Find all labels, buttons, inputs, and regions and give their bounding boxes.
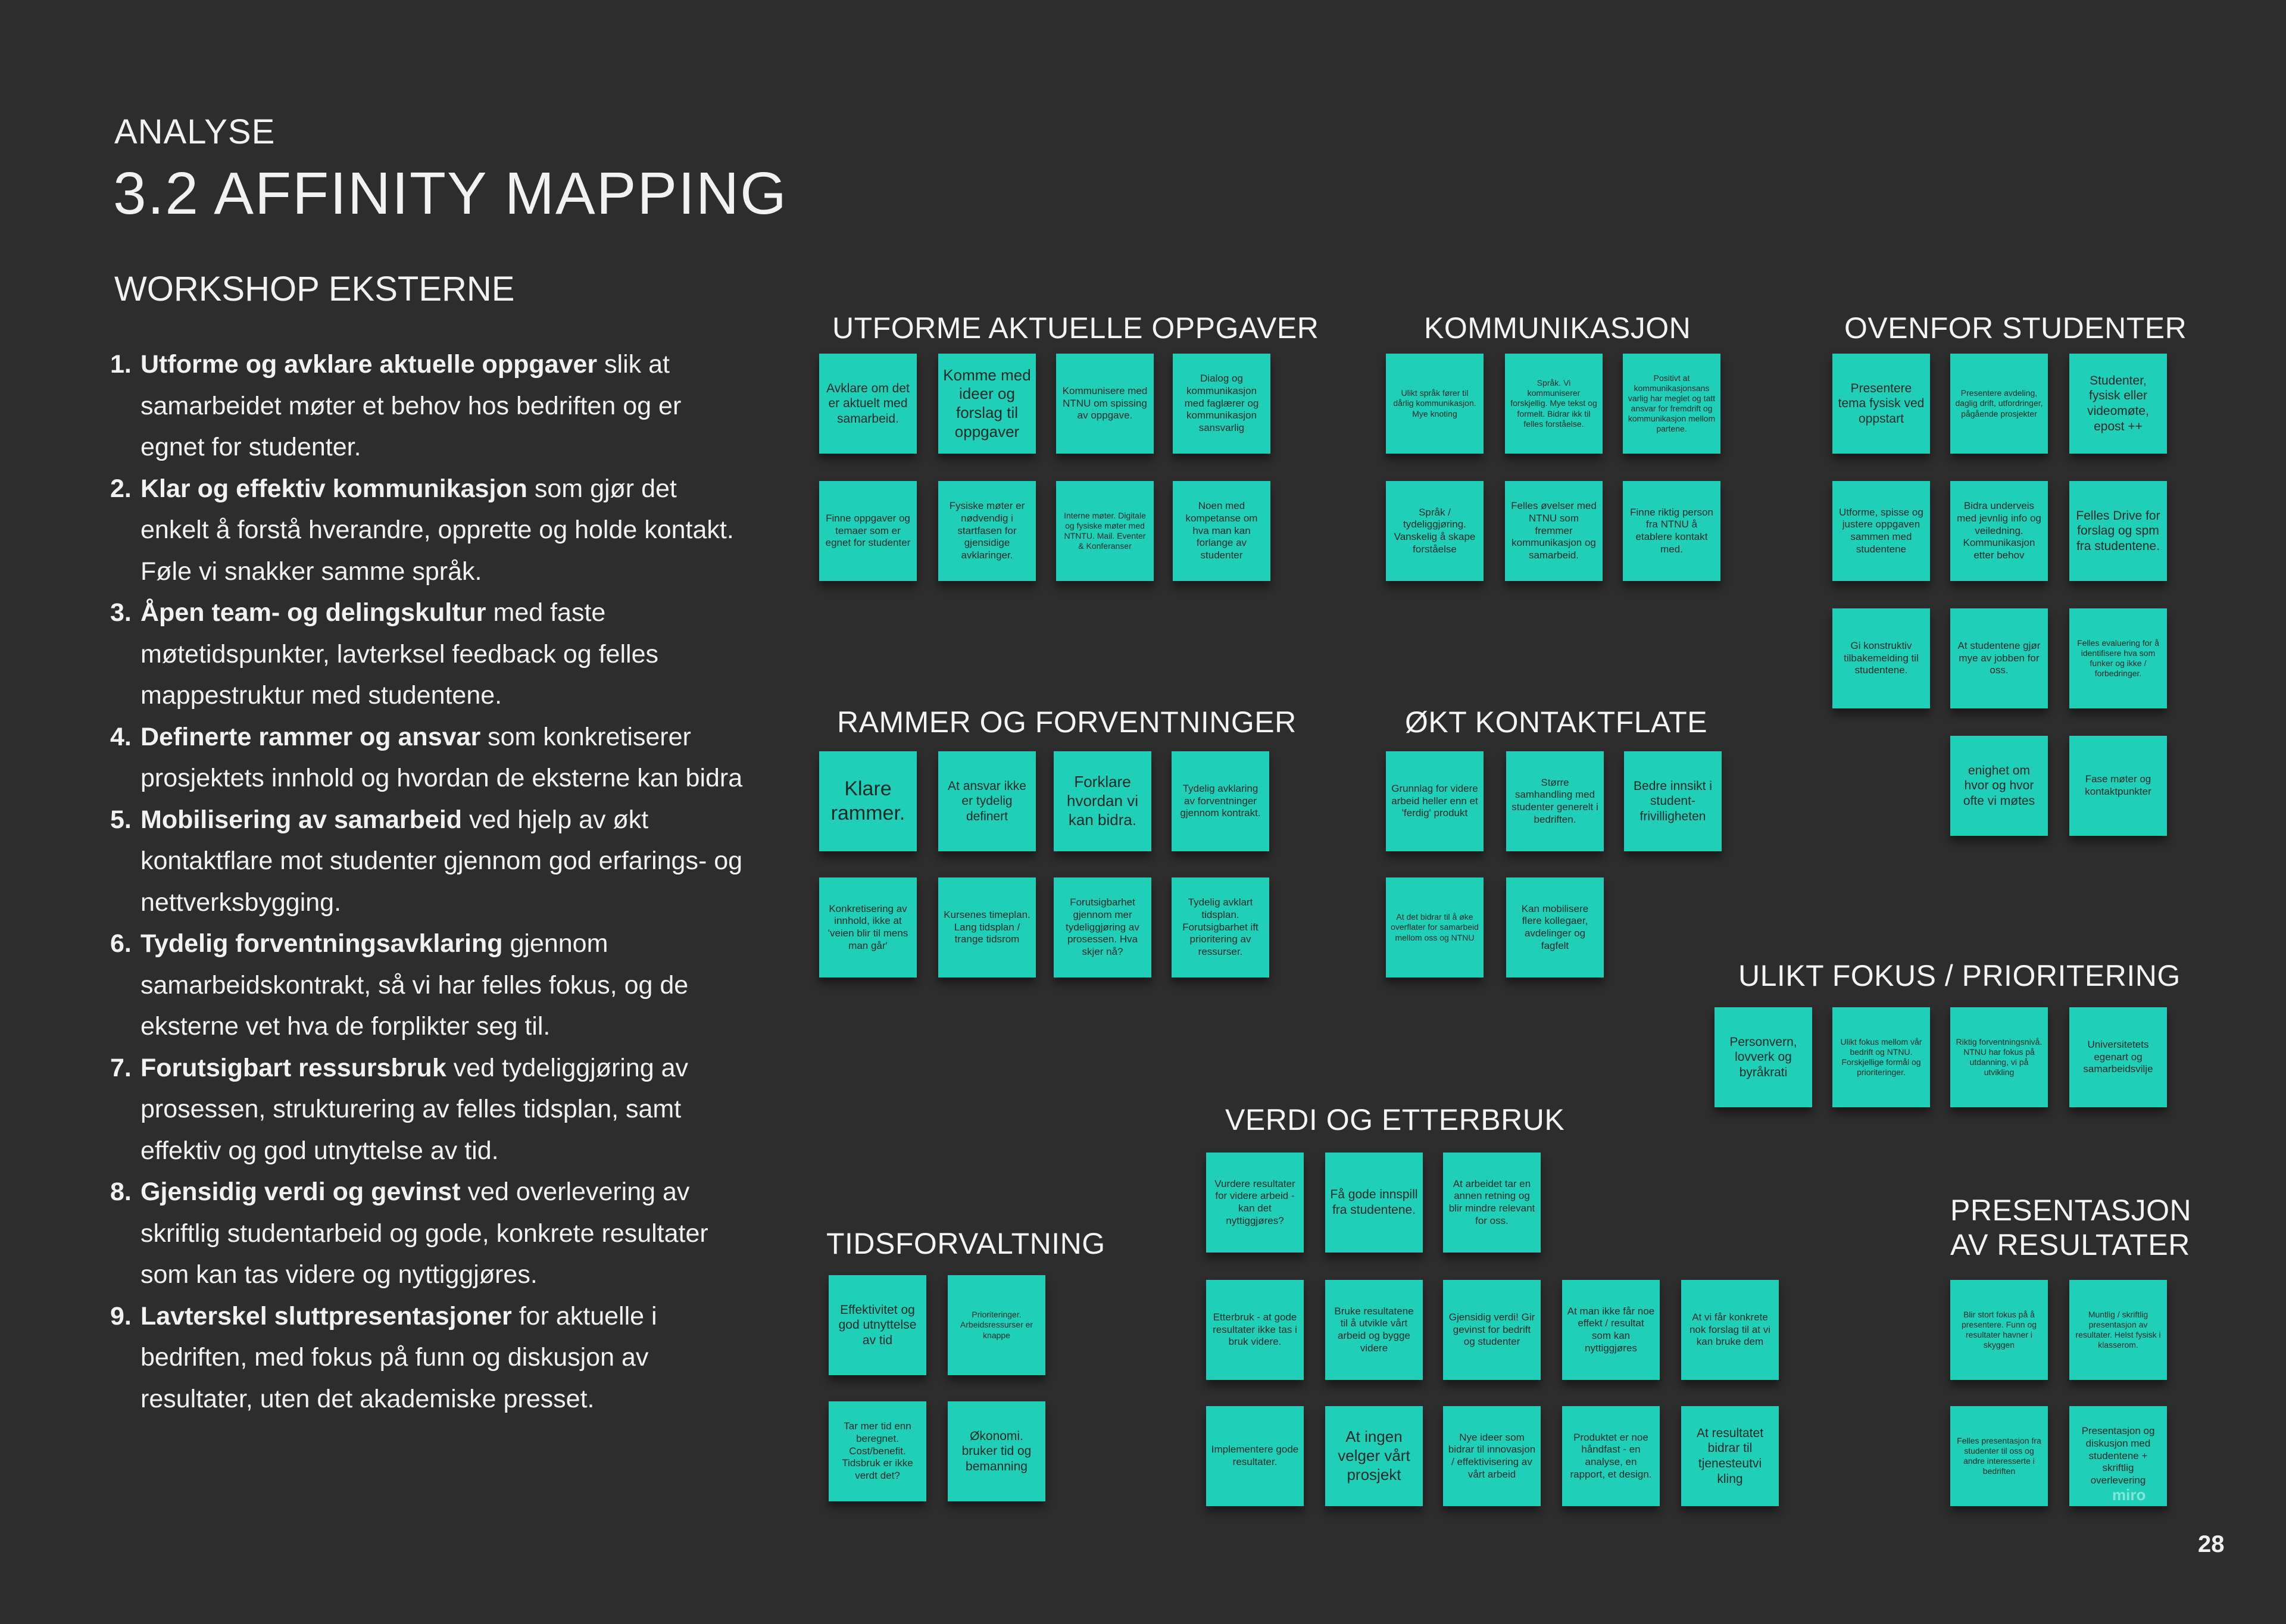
list-number: 3. [110,598,132,627]
sticky-note[interactable]: At resultatet bidrar til tjenesteutvi kling [1681,1406,1779,1506]
sticky-note[interactable]: At ingen velger vårt prosjekt [1325,1406,1423,1506]
sticky-note[interactable]: Noen med kompetanse om hva man kan forlange av studenter [1173,481,1270,581]
sticky-note[interactable]: Gjensidig verdi! Gir gevinst for bedrift og studenter [1443,1280,1541,1380]
list-number: 9. [110,1301,132,1331]
cluster-title-ovenfor: OVENFOR STUDENTER [1844,311,2187,345]
sticky-note[interactable]: Dialog og kommunikasjon med faglærer og kommunikasjon sansvarlig [1173,354,1270,454]
sticky-note[interactable]: At ansvar ikke er tydelig definert [938,751,1036,851]
list-number: 4. [110,722,132,751]
sticky-note[interactable]: Presentasjon og diskusjon med studentene + skriftlig overlevering [2069,1406,2167,1506]
sticky-note[interactable]: Effektivitet og god utnyttelse av tid [829,1275,926,1375]
sticky-note[interactable]: Fysiske møter er nødvendig i startfasen for gjensidige avklaringer. [938,481,1036,581]
sticky-note[interactable]: Kursenes timeplan. Lang tidsplan / trange tidsrom [938,877,1036,977]
list-item-bold: Mobilisering av samarbeid [140,805,463,834]
cluster-title-tids: TIDSFORVALTNING [826,1227,1105,1260]
list-item-bold: Tydelig forventningsavklaring [140,929,503,958]
sticky-note[interactable]: Universitetets egenart og samarbeidsvilje [2069,1007,2167,1107]
sticky-note[interactable]: Fase møter og kontaktpunkter [2069,736,2167,836]
cluster-title-presentasjon: PRESENTASJON AV RESULTATER [1950,1194,2192,1261]
sticky-note[interactable]: Nye ideer som bidrar til innovasjon / effektivisering av vårt arbeid [1443,1406,1541,1506]
list-item-bold: Klar og effektiv kommunikasjon [140,474,527,503]
sticky-note[interactable]: Utforme, spisse og justere oppgaven sammen med studentene [1832,481,1930,581]
sticky-note[interactable]: Felles Drive for forslag og spm fra studentene. [2069,481,2167,581]
sticky-note[interactable]: At vi får konkrete nok forslag til at vi kan bruke dem [1681,1280,1779,1380]
list-item-text: som konkretiserer prosjektets innhold og hvordan de eksterne kan bidra [140,722,743,792]
sticky-note[interactable]: Større samhandling med studenter generelt i bedriften. [1506,751,1604,851]
cluster-title-verdi: VERDI OG ETTERBRUK [1225,1103,1565,1136]
sticky-note[interactable]: Positivt at kommunikasjonsans varlig har meglet og tatt ansvar for fremdrift og kommunikasjon mellom partene. [1623,354,1720,454]
list-item-text: gjennom samarbeidskontrakt, så vi har felles fokus, og de eksterne vet hva de forplikter seg til. [140,929,689,1041]
sticky-note[interactable]: Forutsigbarhet gjennom mer tydeliggjøring av prosessen. Hva skjer nå? [1054,877,1151,977]
cluster-title-kommunikasjon: KOMMUNIKASJON [1424,311,1691,345]
sticky-note[interactable]: Bedre innsikt i student-frivilligheten [1624,751,1722,851]
list-number: 6. [110,929,132,958]
cluster-title-utforme: UTFORME AKTUELLE OPPGAVER [832,311,1319,345]
sticky-note[interactable]: Tar mer tid enn beregnet. Cost/benefit. Tidsbruk er ikke verdt det? [829,1401,926,1501]
sticky-note[interactable]: Konkretisering av innhold, ikke at 'veien blir til mens man går' [819,877,917,977]
list-item-text: slik at samarbeidet møter et behov hos bedriften og er egnet for studenter. [140,350,682,461]
sticky-note[interactable]: Komme med ideer og forslag til oppgaver [938,354,1036,454]
list-item-text: ved overlevering av skriftlig studentarbeid og gode, konkrete resultater som kan tas videre og nyttiggjøres. [140,1178,708,1289]
cluster-title-kontakt: ØKT KONTAKTFLATE [1405,705,1708,739]
sticky-note[interactable]: Personvern, lovverk og byråkrati [1714,1007,1812,1107]
sticky-note[interactable]: Implementere gode resultater. [1206,1406,1304,1506]
section-kicker: ANALYSE [114,113,276,151]
list-item-text: ved hjelp av økt kontaktflare mot studenter gjennom god erfarings- og nettverksbygging. [140,805,743,917]
sticky-note[interactable]: At man ikke får noe effekt / resultat som kan nyttiggjøres [1562,1280,1660,1380]
sticky-note[interactable]: Gi konstruktiv tilbakemelding til studentene. [1832,608,1930,708]
sticky-note[interactable]: Språk. Vi kommuniserer forskjellig. Mye tekst og formelt. Bidrar ikk til felles forståelse. [1505,354,1603,454]
sticky-note[interactable]: enighet om hvor og hvor ofte vi møtes [1950,736,2048,836]
sticky-note[interactable]: Presentere avdeling, daglig drift, utfordringer, pågående prosjekter [1950,354,2048,454]
page-number: 28 [2198,1531,2225,1557]
sticky-note[interactable]: Klare rammer. [819,751,917,851]
sticky-note[interactable]: Kan mobilisere flere kollegaer, avdelinger og fagfelt [1506,877,1604,977]
list-number: 8. [110,1178,132,1206]
sticky-note[interactable]: At studentene gjør mye av jobben for oss. [1950,608,2048,708]
sticky-note[interactable]: Ulikt språk fører til dårlig kommunikasjon. Mye knoting [1386,354,1484,454]
sticky-note[interactable]: Finne riktig person fra NTNU å etablere kontakt med. [1623,481,1720,581]
list-item-text: for aktuelle i bedriften, med fokus på funn og diskusjon av resultater, uten det akademiske presset. [140,1301,657,1413]
list-number: 5. [110,805,132,834]
sticky-note[interactable]: Bruke resultatene til å utvikle vårt arbeid og bygge videre [1325,1280,1423,1380]
sticky-note[interactable]: Tydelig avklart tidsplan. Forutsigbarhet ift prioritering av ressurser. [1172,877,1269,977]
sticky-note[interactable]: Prioriteringer. Arbeidsressurser er knappe [948,1275,1045,1375]
sticky-note[interactable]: Felles presentasjon fra studenter til oss og andre interesserte i bedriften [1950,1406,2048,1506]
cluster-title-rammer: RAMMER OG FORVENTNINGER [837,705,1297,739]
list-item-bold: Utforme og avklare aktuelle oppgaver [140,350,598,379]
page-subtitle: WORKSHOP EKSTERNE [114,270,515,308]
cluster-title-ulikt: ULIKT FOKUS / PRIORITERING [1738,959,2181,992]
list-item-bold: Gjensidig verdi og gevinst [140,1178,461,1206]
sticky-note[interactable]: At arbeidet tar en annen retning og blir mindre relevant for oss. [1443,1153,1541,1253]
sticky-note[interactable]: Blir stort fokus på å presentere. Funn og resultater havner i skyggen [1950,1280,2048,1380]
sticky-note[interactable]: Avklare om det er aktuelt med samarbeid. [819,354,917,454]
sticky-note[interactable]: Felles evaluering for å identifisere hva som funker og ikke / forbedringer. [2069,608,2167,708]
sticky-note[interactable]: Bidra underveis med jevnlig info og veiledning. Kommunikasjon etter behov [1950,481,2048,581]
sticky-note[interactable]: Økonomi. bruker tid og bemanning [948,1401,1045,1501]
sticky-note[interactable]: Grunnlag for videre arbeid heller enn et 'ferdig' produkt [1386,751,1484,851]
sticky-note[interactable]: Produktet er noe håndfast - en analyse, en rapport, et design. [1562,1406,1660,1506]
sticky-note[interactable]: Vurdere resultater for videre arbeid - kan det nyttiggjøres? [1206,1153,1304,1253]
sticky-note[interactable]: Felles øvelser med NTNU som fremmer kommunikasjon og samarbeid. [1505,481,1603,581]
sticky-note[interactable]: Tydelig avklaring av forventninger gjennom kontrakt. [1172,751,1269,851]
sticky-note[interactable]: Presentere tema fysisk ved oppstart [1832,354,1930,454]
list-item-text: som gjør det enkelt å forstå hverandre, opprette og holde kontakt. Føle vi snakker samme språk. [140,474,734,586]
sticky-note[interactable]: Språk / tydeliggjøring. Vanskelig å skape forståelse [1386,481,1484,581]
list-item-text: med faste møtetidspunkter, lavterksel feedback og felles mappestruktur med studentene. [140,598,658,710]
sticky-note[interactable]: Forklare hvordan vi kan bidra. [1054,751,1151,851]
sticky-note[interactable]: Kommunisere med NTNU om spissing av oppgave. [1056,354,1154,454]
list-number: 1. [110,350,132,379]
list-item-bold: Definerte rammer og ansvar [140,722,481,751]
sticky-note[interactable]: Muntlig / skriftlig presentasjon av resultater. Helst fysisk i klasserom. [2069,1280,2167,1380]
sticky-note[interactable]: Interne møter. Digitale og fysiske møter med NTNTU. Mail. Eventer & Konferanser [1056,481,1154,581]
list-number: 7. [110,1053,132,1082]
sticky-note[interactable]: Riktig forventningsnivå. NTNU har fokus på utdanning, vi på utvikling [1950,1007,2048,1107]
list-item-bold: Åpen team- og delingskultur [140,598,486,627]
list-item-text: ved tydeliggjøring av prosessen, strukturering av felles tidsplan, samt effektiv og god utnyttelse av tid. [140,1053,689,1165]
sticky-note[interactable]: Få gode innspill fra studentene. [1325,1153,1423,1253]
page-title: 3.2 AFFINITY MAPPING [113,160,788,227]
sticky-note[interactable]: Etterbruk - at gode resultater ikke tas i bruk videre. [1206,1280,1304,1380]
miro-watermark: miro [2112,1486,2146,1504]
sticky-note[interactable]: Studenter, fysisk eller videomøte, epost ++ [2069,354,2167,454]
sticky-note[interactable]: Finne oppgaver og temaer som er egnet for studenter [819,481,917,581]
list-item-bold: Lavterskel sluttpresentasjoner [140,1301,512,1331]
sticky-note[interactable]: Ulikt fokus mellom vår bedrift og NTNU. Forskjellige formål og prioriteringer. [1832,1007,1930,1107]
sticky-note[interactable]: At det bidrar til å øke overflater for samarbeid mellom oss og NTNU [1386,877,1484,977]
list-number: 2. [110,474,132,503]
list-item-bold: Forutsigbart ressursbruk [140,1053,446,1082]
